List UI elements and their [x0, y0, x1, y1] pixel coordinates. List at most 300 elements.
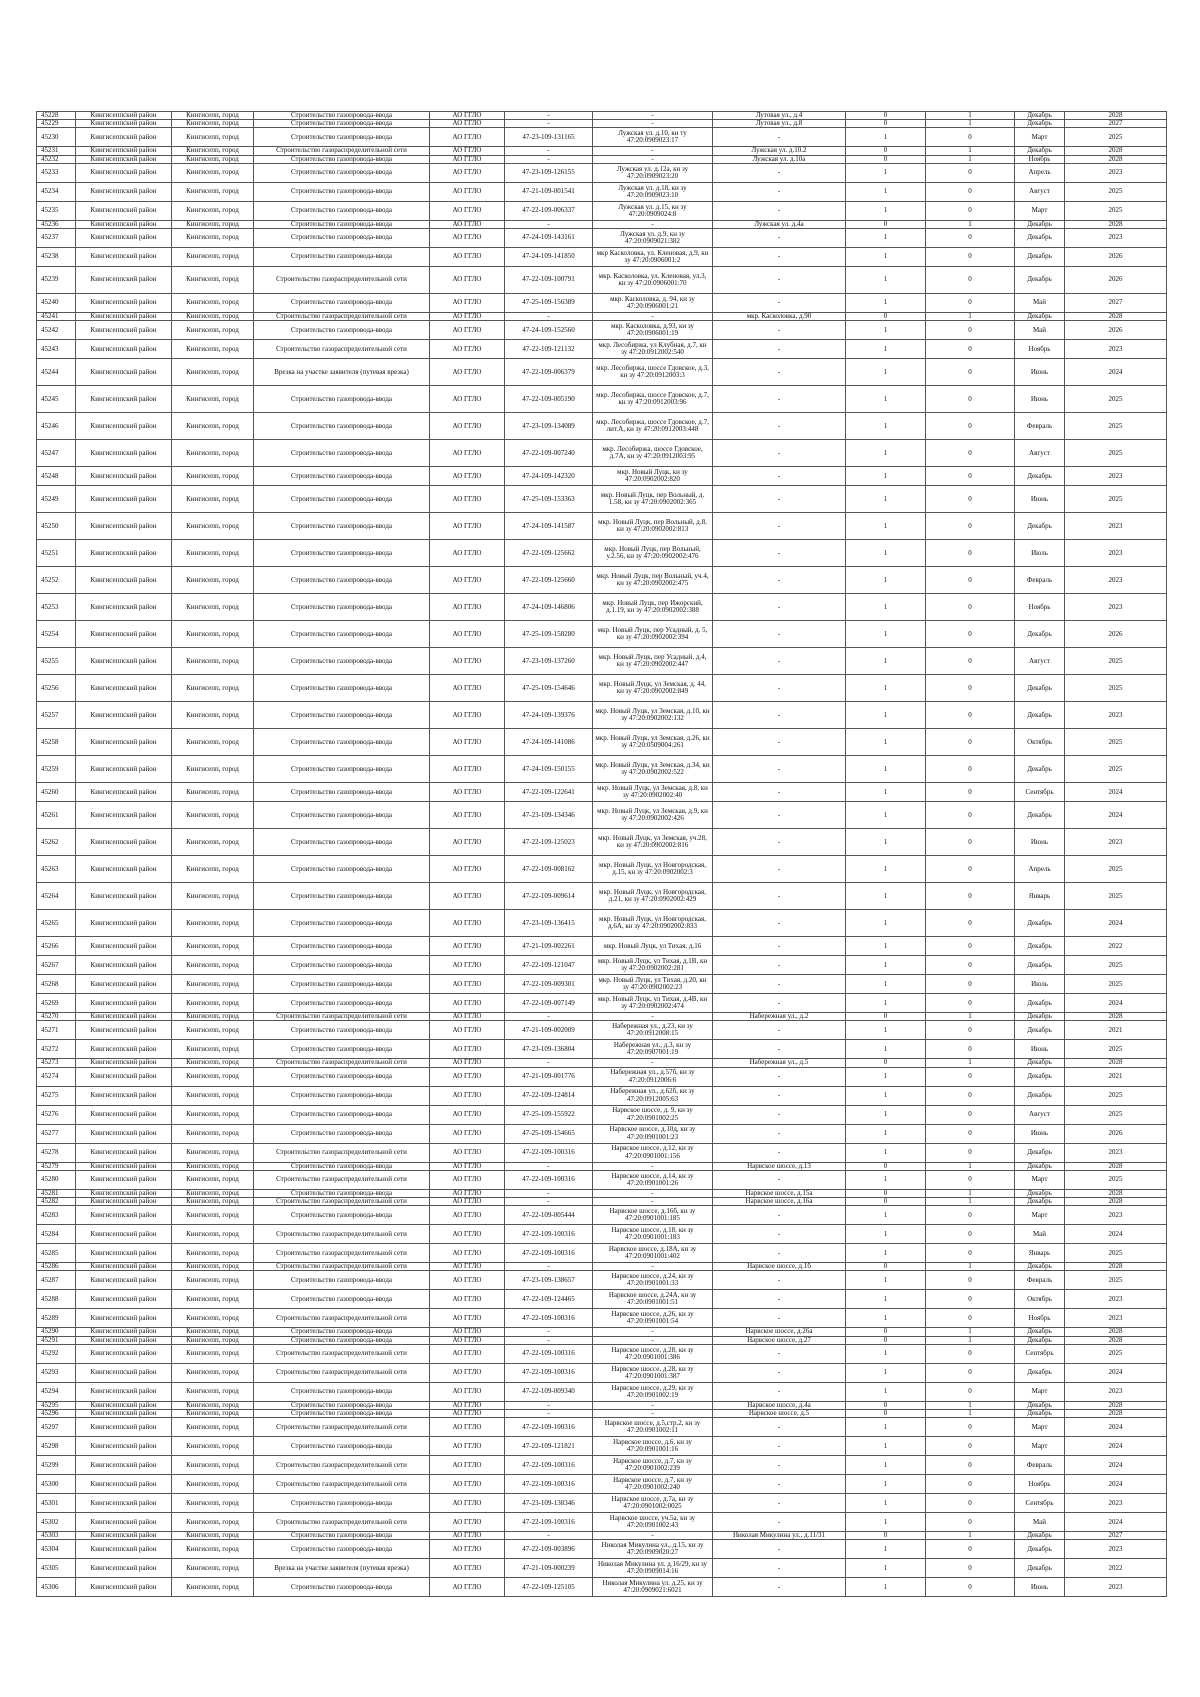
street-address-cell: - [713, 440, 846, 467]
city-cell: Кингисепп, город [172, 1198, 254, 1206]
flag-a-cell: 1 [846, 856, 926, 883]
street-address-cell: - [713, 956, 846, 975]
month-cell: Декабрь [1015, 937, 1065, 956]
organization-cell: АО ГГЛО [430, 675, 505, 702]
application-number-cell: - [505, 1328, 593, 1336]
row-number: 45238 [37, 248, 76, 267]
city-cell: Кингисепп, город [172, 386, 254, 413]
district-cell: Кингисеппский район [76, 359, 172, 386]
organization-cell: АО ГГЛО [430, 756, 505, 783]
flag-a-cell: 1 [846, 1271, 926, 1290]
application-number-cell: - [505, 1263, 593, 1271]
work-type-cell: Строительство газораспределительной сети [254, 1513, 430, 1532]
work-type-cell: Строительство газопровода-ввода [254, 486, 430, 513]
work-type-cell: Строительство газопровода-ввода [254, 937, 430, 956]
organization-cell: АО ГГЛО [430, 248, 505, 267]
flag-b-cell: 0 [926, 1067, 1015, 1086]
month-cell: Март [1015, 201, 1065, 220]
flag-b-cell: 0 [926, 956, 1015, 975]
flag-a-cell: 0 [846, 1189, 926, 1197]
street-address-cell: Набережная ул., д.2 [713, 1013, 846, 1021]
street-address-cell: Нарвское шоссе, д.1б [713, 1263, 846, 1271]
district-cell: Кингисеппский район [76, 1086, 172, 1105]
month-cell: Сентябрь [1015, 1344, 1065, 1363]
year-cell: 2023 [1065, 163, 1167, 182]
application-number-cell: 47-22-109-100316 [505, 1418, 593, 1437]
address-cadastral-cell: Лужская ул. д.18, кн зу 47:20:0909023:10 [593, 182, 713, 201]
organization-cell: АО ГГЛО [430, 1263, 505, 1271]
street-address-cell: - [713, 1437, 846, 1456]
table-row [37, 910, 1167, 937]
flag-b-cell: 0 [926, 1456, 1015, 1475]
organization-cell: АО ГГЛО [430, 1532, 505, 1540]
city-cell: Кингисепп, город [172, 1290, 254, 1309]
flag-b-cell: 0 [926, 321, 1015, 340]
flag-a-cell: 1 [846, 1363, 926, 1382]
year-cell: 2025 [1065, 128, 1167, 147]
organization-cell: АО ГГЛО [430, 567, 505, 594]
work-type-cell: Строительство газораспределительной сети [254, 1143, 430, 1162]
city-cell: Кингисепп, город [172, 1532, 254, 1540]
row-number: 45303 [37, 1532, 76, 1540]
flag-a-cell: 1 [846, 567, 926, 594]
city-cell: Кингисепп, город [172, 975, 254, 994]
street-address-cell: - [713, 1513, 846, 1532]
district-cell: Кингисеппский район [76, 1040, 172, 1059]
table-row [37, 267, 1167, 294]
application-number-cell: 47-22-109-100316 [505, 1456, 593, 1475]
application-number-cell: - [505, 220, 593, 228]
row-number: 45231 [37, 147, 76, 155]
city-cell: Кингисепп, город [172, 937, 254, 956]
city-cell: Кингисепп, город [172, 1143, 254, 1162]
month-cell: Декабрь [1015, 802, 1065, 829]
city-cell: Кингисепп, город [172, 155, 254, 163]
organization-cell: АО ГГЛО [430, 1363, 505, 1382]
month-cell: Июль [1015, 975, 1065, 994]
flag-b-cell: 0 [926, 567, 1015, 594]
year-cell: 2027 [1065, 120, 1167, 128]
district-cell: Кингисеппский район [76, 783, 172, 802]
work-type-cell: Строительство газораспределительной сети [254, 1263, 430, 1271]
row-number: 45275 [37, 1086, 76, 1105]
table-row [37, 229, 1167, 248]
row-number: 45274 [37, 1067, 76, 1086]
year-cell: 2028 [1065, 1059, 1167, 1067]
row-number: 45262 [37, 829, 76, 856]
flag-a-cell: 0 [846, 1401, 926, 1409]
address-cadastral-cell: мкр. Новый Луцк, ул Новгородская, д.21, кн зу 47:20:0902002:429 [593, 883, 713, 910]
address-cadastral-cell: мкр. Новый Луцк, пер Вольный, уч.4, кн зу 47:20:0902002:475 [593, 567, 713, 594]
table-row [37, 1143, 1167, 1162]
work-type-cell: Строительство газораспределительной сети [254, 1418, 430, 1437]
flag-b-cell: 0 [926, 340, 1015, 359]
month-cell: Декабрь [1015, 112, 1065, 120]
table-row [37, 783, 1167, 802]
application-number-cell: 47-23-109-138346 [505, 1494, 593, 1513]
year-cell: 2025 [1065, 486, 1167, 513]
flag-b-cell: 0 [926, 359, 1015, 386]
organization-cell: АО ГГЛО [430, 883, 505, 910]
address-cadastral-cell: мкр. Лесобиржа, шоссе Гдовское, д.7, лит.А, кн зу 47:20:0912003:448 [593, 413, 713, 440]
row-number: 45298 [37, 1437, 76, 1456]
row-number: 45304 [37, 1540, 76, 1559]
application-number-cell: 47-23-109-138657 [505, 1271, 593, 1290]
organization-cell: АО ГГЛО [430, 112, 505, 120]
address-cadastral-cell: - [593, 1013, 713, 1021]
street-address-cell: - [713, 975, 846, 994]
work-type-cell: Строительство газопровода-ввода [254, 1271, 430, 1290]
organization-cell: АО ГГЛО [430, 163, 505, 182]
flag-a-cell: 1 [846, 1418, 926, 1437]
district-cell: Кингисеппский район [76, 856, 172, 883]
district-cell: Кингисеппский район [76, 467, 172, 486]
address-cadastral-cell: мкр. Новый Луцк, пер Вольный, д.8, кн зу 47:20:0902002:813 [593, 513, 713, 540]
street-address-cell: - [713, 1021, 846, 1040]
work-type-cell: Строительство газопровода-ввода [254, 1162, 430, 1170]
work-type-cell: Строительство газопровода-ввода [254, 1189, 430, 1197]
district-cell: Кингисеппский район [76, 386, 172, 413]
work-type-cell: Строительство газопровода-ввода [254, 910, 430, 937]
district-cell: Кингисеппский район [76, 621, 172, 648]
flag-a-cell: 0 [846, 1013, 926, 1021]
table-row [37, 440, 1167, 467]
row-number: 45292 [37, 1344, 76, 1363]
district-cell: Кингисеппский район [76, 1401, 172, 1409]
table-row [37, 1225, 1167, 1244]
table-row [37, 937, 1167, 956]
flag-a-cell: 1 [846, 756, 926, 783]
year-cell: 2025 [1065, 1086, 1167, 1105]
flag-a-cell: 1 [846, 467, 926, 486]
application-number-cell: - [505, 1198, 593, 1206]
city-cell: Кингисепп, город [172, 220, 254, 228]
month-cell: Февраль [1015, 413, 1065, 440]
flag-b-cell: 1 [926, 147, 1015, 155]
row-number: 45252 [37, 567, 76, 594]
district-cell: Кингисеппский район [76, 120, 172, 128]
year-cell: 2028 [1065, 155, 1167, 163]
work-type-cell: Строительство газопровода-ввода [254, 1206, 430, 1225]
year-cell: 2025 [1065, 756, 1167, 783]
district-cell: Кингисеппский район [76, 910, 172, 937]
city-cell: Кингисепп, город [172, 829, 254, 856]
flag-a-cell: 1 [846, 883, 926, 910]
flag-b-cell: 0 [926, 1105, 1015, 1124]
address-cadastral-cell: мкр. Новый Луцк, пер Ижорский, д.1.19, кн зу 47:20:0902002:388 [593, 594, 713, 621]
work-type-cell: Строительство газопровода-ввода [254, 513, 430, 540]
year-cell: 2023 [1065, 1382, 1167, 1401]
flag-b-cell: 1 [926, 1328, 1015, 1336]
address-cadastral-cell: Нарвское шоссе, д.24А, кн зу 47:20:0901001:51 [593, 1290, 713, 1309]
month-cell: Июнь [1015, 386, 1065, 413]
organization-cell: АО ГГЛО [430, 975, 505, 994]
district-cell: Кингисеппский район [76, 313, 172, 321]
row-number: 45276 [37, 1105, 76, 1124]
application-number-cell: 47-22-109-009301 [505, 975, 593, 994]
month-cell: Июнь [1015, 1124, 1065, 1143]
organization-cell: АО ГГЛО [430, 1225, 505, 1244]
organization-cell: АО ГГЛО [430, 1559, 505, 1578]
organization-cell: АО ГГЛО [430, 594, 505, 621]
organization-cell: АО ГГЛО [430, 1336, 505, 1344]
work-type-cell: Строительство газопровода-ввода [254, 248, 430, 267]
city-cell: Кингисепп, город [172, 1475, 254, 1494]
application-number-cell: 47-21-109-002009 [505, 1021, 593, 1040]
city-cell: Кингисепп, город [172, 1418, 254, 1437]
month-cell: Ноябрь [1015, 340, 1065, 359]
street-address-cell: - [713, 829, 846, 856]
application-number-cell: 47-23-109-134346 [505, 802, 593, 829]
city-cell: Кингисепп, город [172, 1401, 254, 1409]
address-cadastral-cell: мкр. Новый Луцк, ул Тихая, д.16 [593, 937, 713, 956]
year-cell: 2023 [1065, 229, 1167, 248]
row-number: 45306 [37, 1578, 76, 1597]
address-cadastral-cell: мкр. Касколовка, д. 94, кн зу 47:20:0906001:21 [593, 294, 713, 313]
city-cell: Кингисепп, город [172, 856, 254, 883]
month-cell: Март [1015, 1206, 1065, 1225]
organization-cell: АО ГГЛО [430, 829, 505, 856]
table-row [37, 1059, 1167, 1067]
application-number-cell: - [505, 1410, 593, 1418]
table-row [37, 1067, 1167, 1086]
address-cadastral-cell: мкр. Лесобиржа, ул Клубная, д.7, кн зу 47:20:0912002:540 [593, 340, 713, 359]
work-type-cell: Строительство газопровода-ввода [254, 540, 430, 567]
work-type-cell: Строительство газопровода-ввода [254, 321, 430, 340]
street-address-cell: - [713, 702, 846, 729]
application-number-cell: 47-22-109-005444 [505, 1206, 593, 1225]
application-number-cell: 47-22-109-007240 [505, 440, 593, 467]
application-number-cell: - [505, 112, 593, 120]
application-number-cell: 47-22-109-006379 [505, 359, 593, 386]
table-row [37, 1263, 1167, 1271]
year-cell: 2028 [1065, 1263, 1167, 1271]
flag-a-cell: 1 [846, 783, 926, 802]
application-number-cell: 47-23-109-137260 [505, 648, 593, 675]
flag-b-cell: 0 [926, 467, 1015, 486]
flag-b-cell: 0 [926, 1309, 1015, 1328]
organization-cell: АО ГГЛО [430, 294, 505, 313]
street-address-cell: - [713, 1170, 846, 1189]
month-cell: Декабрь [1015, 675, 1065, 702]
organization-cell: АО ГГЛО [430, 1271, 505, 1290]
flag-b-cell: 0 [926, 1244, 1015, 1263]
city-cell: Кингисепп, город [172, 1189, 254, 1197]
street-address-cell: - [713, 182, 846, 201]
table-row [37, 756, 1167, 783]
flag-b-cell: 0 [926, 1363, 1015, 1382]
work-type-cell: Строительство газораспределительной сети [254, 1363, 430, 1382]
city-cell: Кингисепп, город [172, 163, 254, 182]
district-cell: Кингисеппский район [76, 1021, 172, 1040]
organization-cell: АО ГГЛО [430, 1105, 505, 1124]
year-cell: 2028 [1065, 112, 1167, 120]
street-address-cell: - [713, 1206, 846, 1225]
flag-b-cell: 0 [926, 1437, 1015, 1456]
year-cell: 2028 [1065, 1410, 1167, 1418]
work-type-cell: Строительство газопровода-ввода [254, 1124, 430, 1143]
address-cadastral-cell: мкр Касколовка, ул. Кленовая, д.9, кн зу 47:20:0906001:2 [593, 248, 713, 267]
row-number: 45261 [37, 802, 76, 829]
month-cell: Октябрь [1015, 729, 1065, 756]
work-type-cell: Строительство газопровода-ввода [254, 621, 430, 648]
year-cell: 2025 [1065, 182, 1167, 201]
district-cell: Кингисеппский район [76, 829, 172, 856]
application-number-cell: 47-22-109-121047 [505, 956, 593, 975]
city-cell: Кингисепп, город [172, 120, 254, 128]
flag-a-cell: 1 [846, 201, 926, 220]
row-number: 45246 [37, 413, 76, 440]
district-cell: Кингисеппский район [76, 340, 172, 359]
street-address-cell: - [713, 1559, 846, 1578]
month-cell: Октябрь [1015, 1290, 1065, 1309]
city-cell: Кингисепп, город [172, 1271, 254, 1290]
flag-b-cell: 0 [926, 1170, 1015, 1189]
work-type-cell: Строительство газопровода-ввода [254, 1410, 430, 1418]
city-cell: Кингисепп, город [172, 128, 254, 147]
flag-b-cell: 0 [926, 1206, 1015, 1225]
table-row [37, 1206, 1167, 1225]
street-address-cell: - [713, 413, 846, 440]
street-address-cell: - [713, 994, 846, 1013]
work-type-cell: Строительство газопровода-ввода [254, 567, 430, 594]
table-row [37, 128, 1167, 147]
district-cell: Кингисеппский район [76, 163, 172, 182]
flag-a-cell: 1 [846, 1040, 926, 1059]
table-row [37, 1086, 1167, 1105]
month-cell: Декабрь [1015, 220, 1065, 228]
table-row [37, 675, 1167, 702]
year-cell: 2025 [1065, 975, 1167, 994]
year-cell: 2028 [1065, 1336, 1167, 1344]
table-row [37, 1344, 1167, 1363]
year-cell: 2025 [1065, 440, 1167, 467]
month-cell: Декабрь [1015, 702, 1065, 729]
row-number: 45285 [37, 1244, 76, 1263]
district-cell: Кингисеппский район [76, 220, 172, 228]
address-cadastral-cell: мкр. Касколовка, д.93, кн зу 47:20:0906001:19 [593, 321, 713, 340]
month-cell: Декабрь [1015, 1532, 1065, 1540]
flag-b-cell: 0 [926, 1021, 1015, 1040]
city-cell: Кингисепп, город [172, 1578, 254, 1597]
work-type-cell: Строительство газораспределительной сети [254, 267, 430, 294]
work-type-cell: Строительство газопровода-ввода [254, 467, 430, 486]
application-number-cell: 47-22-109-125662 [505, 540, 593, 567]
flag-a-cell: 1 [846, 1021, 926, 1040]
address-cadastral-cell: мкр. Новый Луцк, ул Тихая, д.4В, кн зу 47:20:0902002:474 [593, 994, 713, 1013]
month-cell: Декабрь [1015, 1143, 1065, 1162]
organization-cell: АО ГГЛО [430, 1124, 505, 1143]
organization-cell: АО ГГЛО [430, 1456, 505, 1475]
month-cell: Декабрь [1015, 910, 1065, 937]
row-number: 45250 [37, 513, 76, 540]
flag-a-cell: 1 [846, 359, 926, 386]
row-number: 45294 [37, 1382, 76, 1401]
table-row [37, 1540, 1167, 1559]
city-cell: Кингисепп, город [172, 1124, 254, 1143]
city-cell: Кингисепп, город [172, 1309, 254, 1328]
street-address-cell: Лужская ул. д.10.2 [713, 147, 846, 155]
city-cell: Кингисепп, город [172, 229, 254, 248]
flag-a-cell: 1 [846, 540, 926, 567]
flag-b-cell: 0 [926, 1225, 1015, 1244]
city-cell: Кингисепп, город [172, 467, 254, 486]
street-address-cell: - [713, 386, 846, 413]
city-cell: Кингисепп, город [172, 1206, 254, 1225]
month-cell: Март [1015, 1437, 1065, 1456]
street-address-cell: - [713, 1578, 846, 1597]
year-cell: 2028 [1065, 1328, 1167, 1336]
address-cadastral-cell: мкр. Касколовка, ул. Кленовая, ул.3, кн зу 47:20:0906001:70 [593, 267, 713, 294]
city-cell: Кингисепп, город [172, 1437, 254, 1456]
address-cadastral-cell: мкр. Новый Луцк, ул Тихая, д.1В, кн зу 47:20:0902002:281 [593, 956, 713, 975]
organization-cell: АО ГГЛО [430, 486, 505, 513]
district-cell: Кингисеппский район [76, 1290, 172, 1309]
month-cell: Май [1015, 321, 1065, 340]
table-row [37, 1410, 1167, 1418]
year-cell: 2023 [1065, 1494, 1167, 1513]
application-number-cell: 47-25-109-154665 [505, 1124, 593, 1143]
street-address-cell: - [713, 1225, 846, 1244]
month-cell: Сентябрь [1015, 1494, 1065, 1513]
city-cell: Кингисепп, город [172, 1344, 254, 1363]
row-number: 45268 [37, 975, 76, 994]
month-cell: Декабрь [1015, 1086, 1065, 1105]
table-row [37, 883, 1167, 910]
application-number-cell: 47-24-109-139376 [505, 702, 593, 729]
work-type-cell: Строительство газопровода-ввода [254, 1532, 430, 1540]
organization-cell: АО ГГЛО [430, 540, 505, 567]
month-cell: Декабрь [1015, 147, 1065, 155]
work-type-cell: Строительство газопровода-ввода [254, 1336, 430, 1344]
flag-a-cell: 1 [846, 648, 926, 675]
month-cell: Декабрь [1015, 267, 1065, 294]
work-type-cell: Строительство газопровода-ввода [254, 386, 430, 413]
year-cell: 2023 [1065, 513, 1167, 540]
address-cadastral-cell: мкр. Новый Луцк, ул Земская, д.8, кн зу 47:20:0902002:40 [593, 783, 713, 802]
district-cell: Кингисеппский район [76, 648, 172, 675]
work-type-cell: Строительство газопровода-ввода [254, 120, 430, 128]
organization-cell: АО ГГЛО [430, 1344, 505, 1363]
city-cell: Кингисепп, город [172, 248, 254, 267]
work-type-cell: Строительство газопровода-ввода [254, 182, 430, 201]
year-cell: 2025 [1065, 1344, 1167, 1363]
district-cell: Кингисеппский район [76, 1363, 172, 1382]
row-number: 45257 [37, 702, 76, 729]
district-cell: Кингисеппский район [76, 1540, 172, 1559]
application-number-cell: - [505, 1189, 593, 1197]
city-cell: Кингисепп, город [172, 594, 254, 621]
flag-b-cell: 1 [926, 120, 1015, 128]
organization-cell: АО ГГЛО [430, 856, 505, 883]
flag-a-cell: 0 [846, 1410, 926, 1418]
month-cell: Декабрь [1015, 956, 1065, 975]
district-cell: Кингисеппский район [76, 1225, 172, 1244]
city-cell: Кингисепп, город [172, 1540, 254, 1559]
flag-a-cell: 1 [846, 386, 926, 413]
street-address-cell: - [713, 1418, 846, 1437]
work-type-cell: Строительство газопровода-ввода [254, 729, 430, 756]
address-cadastral-cell: - [593, 1328, 713, 1336]
year-cell: 2023 [1065, 1578, 1167, 1597]
application-number-cell: 47-22-109-100316 [505, 1513, 593, 1532]
address-cadastral-cell: Нарвское шоссе, д.14, кн зу 47:20:0901001:26 [593, 1170, 713, 1189]
work-type-cell: Строительство газопровода-ввода [254, 163, 430, 182]
application-number-cell: - [505, 1401, 593, 1409]
month-cell: Декабрь [1015, 1263, 1065, 1271]
organization-cell: АО ГГЛО [430, 440, 505, 467]
year-cell: 2025 [1065, 201, 1167, 220]
